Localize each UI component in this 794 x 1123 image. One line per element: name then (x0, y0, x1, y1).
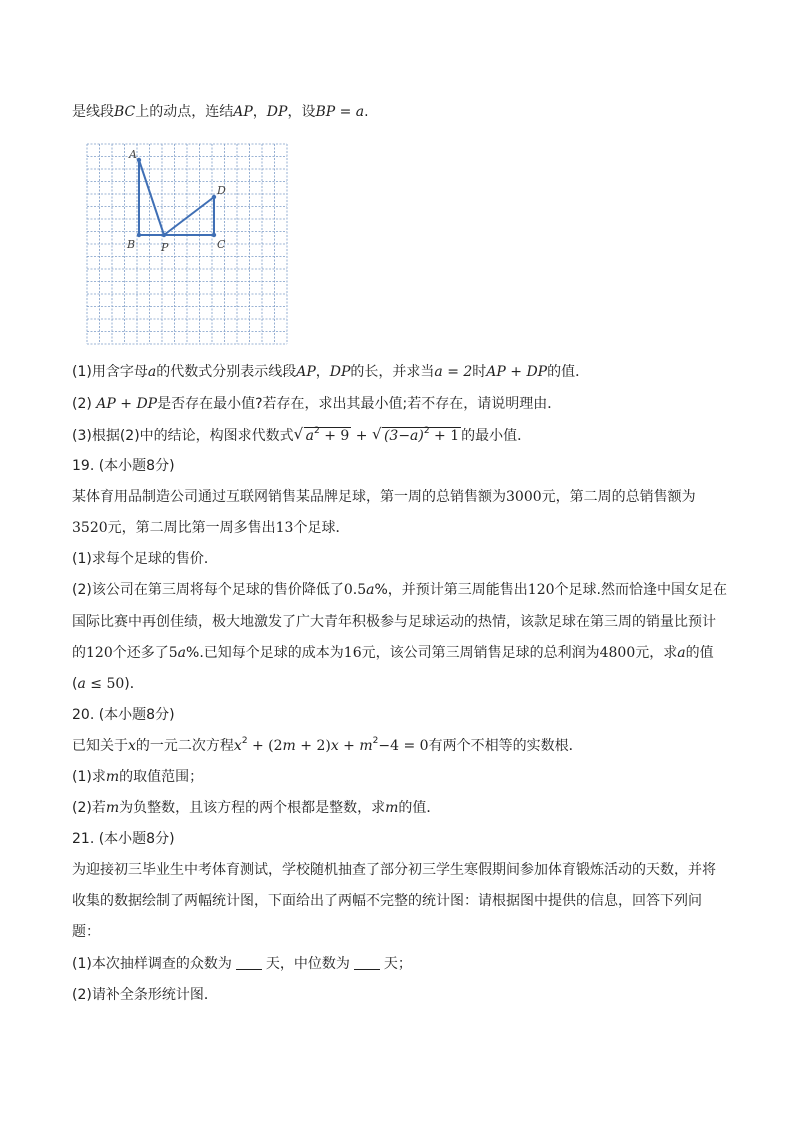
label-c: C (217, 238, 226, 251)
q19-line2 (72, 518, 732, 538)
point-p (162, 233, 166, 237)
q21-line1: 为迎接初三毕业生中考体育测试，学校随机抽查了部分初三学生寒假期间参加体育锻炼活动的天数，并将 (72, 862, 716, 878)
q20-heading: 20. (本小题8分) (72, 707, 175, 723)
text: 的值． (398, 800, 441, 816)
text: 的代数式分别表示线段 (156, 364, 297, 380)
text: 上的动点，连结 (135, 104, 234, 120)
math: DP (266, 104, 288, 120)
text: 天； (383, 956, 412, 972)
text: 是线段 (72, 104, 114, 120)
q19-part1: (1)求每个足球的售价． (72, 551, 218, 567)
math: BC (114, 104, 136, 120)
label-d: D (217, 184, 226, 197)
text: 个足球． (293, 520, 350, 536)
math: + (338, 738, 360, 754)
math: DP (329, 364, 351, 380)
math: + 2) (295, 738, 331, 754)
text: (1)用含字母 (72, 364, 148, 380)
text: 是否存在最小值?若存在，求出其最小值;若不存在，请说明理由． (157, 396, 562, 412)
text: 个还多了 (112, 645, 169, 661)
segment-ap (139, 160, 164, 235)
exponent: 2 (241, 736, 248, 747)
math: AP + DP (96, 396, 158, 412)
math: −4 = 0 (378, 738, 429, 754)
math: + 9 (319, 428, 350, 444)
q21-part2: (2)请补全条形统计图． (72, 987, 218, 1003)
math: m (385, 800, 399, 816)
label-p: P (161, 241, 169, 254)
label-b: B (127, 238, 136, 251)
text: 的取值范围； (119, 769, 204, 785)
q19-line1 (72, 487, 732, 507)
point-a (137, 158, 141, 162)
math: a (177, 645, 187, 661)
math: + 1 (429, 428, 460, 444)
math: m (105, 800, 120, 816)
text: (2) (72, 396, 97, 412)
math: x (233, 738, 242, 754)
point-c (212, 233, 216, 237)
q20-part1 (72, 767, 732, 787)
math: BP = a (315, 104, 365, 120)
math: AP (296, 364, 316, 380)
q18-part2 (72, 394, 732, 414)
text: ，设 (287, 104, 316, 120)
q21-heading: 21. (本小题8分) (72, 831, 175, 847)
exponent: 2 (372, 736, 379, 747)
q19-line4: 国际比赛中再创佳绩，极大地激发了广大青年积极参与足球运动的热情，该款足球在第三周的销量比预计 (72, 614, 716, 630)
text: 时 (472, 364, 487, 380)
text: 为负整数，且该方程的两个根都是整数，求 (119, 800, 386, 816)
number: 0.5 (343, 582, 367, 598)
exponent: 2 (423, 426, 430, 437)
math: a (305, 428, 315, 444)
text: (2)该公司在第三周将每个足球的售价降低了 (72, 582, 344, 598)
math: a = 2 (434, 364, 473, 380)
text: ， (315, 364, 330, 380)
text: 的长，并求当 (350, 364, 435, 380)
math: ≤ 50 (85, 676, 125, 692)
math: m (282, 738, 296, 754)
text: 元，该公司第三周销售足球的总利润为 (361, 645, 600, 661)
text: 元，第二周的总销售额为 (541, 489, 696, 505)
math: m (359, 738, 373, 754)
point-d (212, 195, 216, 199)
text: ( (72, 676, 78, 692)
text: 个足球.然而恰逢中国女足在 (554, 582, 727, 598)
number: 3000 (506, 489, 542, 505)
text: 的最小值． (461, 428, 532, 444)
math: x (128, 738, 136, 754)
text: )． (124, 676, 144, 692)
text: 元，第二周比第一周多售出 (107, 520, 276, 536)
number: 16 (343, 645, 362, 661)
math: (3−a) (383, 428, 424, 444)
q21-line2: 收集的数据绘制了两幅统计图，下面给出了两幅不完整的统计图：请根据图中提供的信息，回答下列问 (72, 893, 702, 909)
text: 已知关于 (72, 738, 128, 754)
sqrt-expression-2: √ $(3-a)^2 + 1$ (371, 425, 460, 444)
math: AP (233, 104, 253, 120)
q20-part2 (72, 798, 732, 818)
sqrt-expression-1: √ $a^2 + 9$ (293, 425, 350, 444)
text: . (364, 104, 369, 120)
text: 的一元二次方程 (135, 738, 234, 754)
intro-line (72, 102, 732, 122)
math: a (147, 364, 157, 380)
text: 的 (72, 645, 86, 661)
number: 3520 (72, 520, 108, 536)
q21-part1 (72, 954, 732, 974)
text: %.已知每个足球的成本为 (186, 645, 344, 661)
text: %，并预计第三周能售出 (374, 582, 528, 598)
math: a (77, 676, 86, 692)
text: 的值 (685, 645, 714, 661)
segment-pd (164, 197, 214, 235)
number: 120 (86, 645, 113, 661)
answer-blank-mode[interactable] (236, 955, 262, 970)
math: a (366, 582, 375, 598)
q19-line3 (72, 580, 732, 600)
math: AP + DP (486, 364, 548, 380)
exponent: 2 (314, 426, 320, 437)
q19-line5 (72, 643, 732, 663)
q19-heading: 19. (本小题8分) (72, 458, 175, 474)
math: m (105, 769, 120, 785)
text: 元，求 (635, 645, 678, 661)
math: + (351, 428, 372, 444)
q21-line3: 题： (72, 924, 100, 940)
q18-part3 (72, 426, 732, 446)
answer-blank-median[interactable] (354, 955, 380, 970)
number: 5 (168, 645, 178, 661)
text: (2)若 (72, 800, 106, 816)
math: x (330, 738, 339, 754)
text: ， (252, 104, 267, 120)
label-a: A (129, 148, 137, 161)
number: 120 (527, 582, 555, 598)
number: 13 (275, 520, 294, 536)
text: 天，中位数为 (265, 956, 350, 972)
text: (1)求 (72, 769, 106, 785)
text: (1)本次抽样调查的众数为 (72, 956, 232, 972)
grid-lines (87, 144, 287, 344)
text: (3)根据(2)中的结论，构图求代数式 (72, 428, 294, 444)
q18-part1 (72, 362, 732, 382)
math: + (2 (247, 738, 283, 754)
math: a (677, 645, 686, 661)
q19-line6 (72, 674, 732, 694)
point-b (137, 233, 141, 237)
text: 的值． (547, 364, 590, 380)
q20-line1 (72, 736, 732, 756)
number: 4800 (599, 645, 636, 661)
grid-figure (84, 141, 290, 347)
text: 某体育用品制造公司通过互联网销售某品牌足球，第一周的总销售额为 (72, 489, 506, 505)
text: 有两个不相等的实数根． (428, 738, 583, 754)
